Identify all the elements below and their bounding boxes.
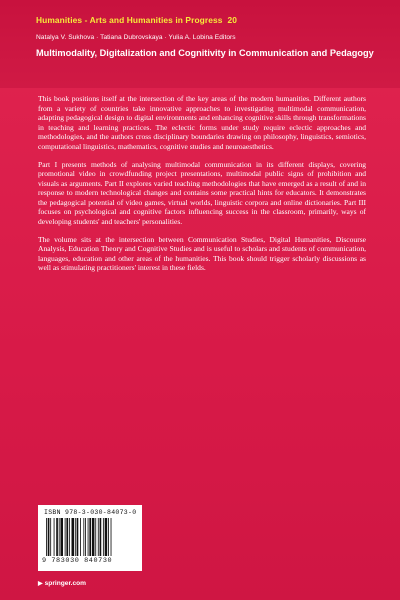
barcode-bar	[85, 518, 86, 556]
barcode-bar	[88, 518, 89, 556]
barcode-bar	[50, 518, 51, 556]
barcode-bar	[108, 518, 109, 556]
editors-line: Natalya V. Sukhova · Tatiana Dubrovskaya · Yulia A. Lobina Editors	[36, 34, 236, 41]
arrow-right-icon: ▶	[38, 581, 43, 587]
barcode-bars	[46, 518, 136, 558]
barcode-bar	[98, 518, 99, 556]
barcode-bar	[89, 518, 91, 556]
barcode-bar	[66, 518, 68, 556]
barcode-bar	[69, 518, 70, 556]
blurb-paragraph: This book positions itself at the intersection of the key areas of the modern humanities. Different authors from a variety of countries take innovative approaches to investigating multimodal communication, adapting pedagogical design to digital environments and enhancing cognitive skills through transformations in teaching and learning practices. The eclectic forms under study require eclectic approaches and methodologies, and the authors cross disciplinary boundaries drawing on philosophy, linguistics, semiotics, computational linguistics, mathematics, cognitive studies and neuroaesthetics.	[38, 94, 366, 151]
barcode-bar	[103, 518, 104, 556]
barcode-bar	[54, 518, 55, 556]
barcode-bar	[83, 518, 84, 556]
cover-header	[0, 0, 400, 88]
barcode-bar	[48, 518, 50, 556]
barcode-bar	[72, 518, 75, 556]
publisher-link[interactable]	[38, 580, 86, 587]
barcode-bar	[59, 518, 60, 556]
barcode-bar	[60, 518, 63, 556]
series-title	[36, 15, 237, 25]
barcode-bar	[65, 518, 66, 556]
barcode-bar	[46, 518, 47, 556]
isbn-label: ISBN 978-3-030-84073-0	[44, 509, 137, 516]
barcode-bar	[111, 518, 112, 556]
barcode-bar	[77, 518, 79, 556]
barcode-bar	[56, 518, 58, 556]
barcode-bar	[95, 518, 96, 556]
barcode-bar	[92, 518, 95, 556]
blurb	[38, 94, 366, 281]
series-name: Humanities - Arts and Humanities in Progress	[36, 15, 223, 25]
barcode-bar	[75, 518, 76, 556]
barcode-bar	[80, 518, 81, 556]
book-title: Multimodality, Digitalization and Cognitivity in Communication and Pedagogy	[36, 48, 374, 58]
barcode-bar	[100, 518, 102, 556]
barcode-bar	[105, 518, 108, 556]
blurb-paragraph: Part I presents methods of analysing multimodal communication in its different displays, covering promotional video in crowdfunding project presentations, multimodal public signs of prohibition and visuals as arguments. Part II explores varied teaching methodologies that have emerged as a result of and in response to modern technological changes and contains some practical hints for educators. It demonstrates the pedagogical potential of video games, virtual worlds, linguistic corpora and online dictionaries. Part III focuses on psychological and cognitive factors influencing success in the classroom, primarily, ways of developing students' and teachers' personalities.	[38, 159, 366, 226]
publisher-url: springer.com	[44, 580, 87, 587]
barcode-digits: 9 783030 840730	[42, 557, 113, 565]
blurb-paragraph: The volume sits at the intersection between Communication Studies, Digital Humanities, Discourse Analysis, Education Theory and Cognitive Studies and is useful to scholars and students of communication, languages, education and other areas of the humanities. This book should trigger scholarly discussions as well as stimulating practitioners' interest in these fields.	[38, 234, 366, 272]
series-number: 20	[227, 15, 238, 25]
barcode	[38, 505, 142, 571]
